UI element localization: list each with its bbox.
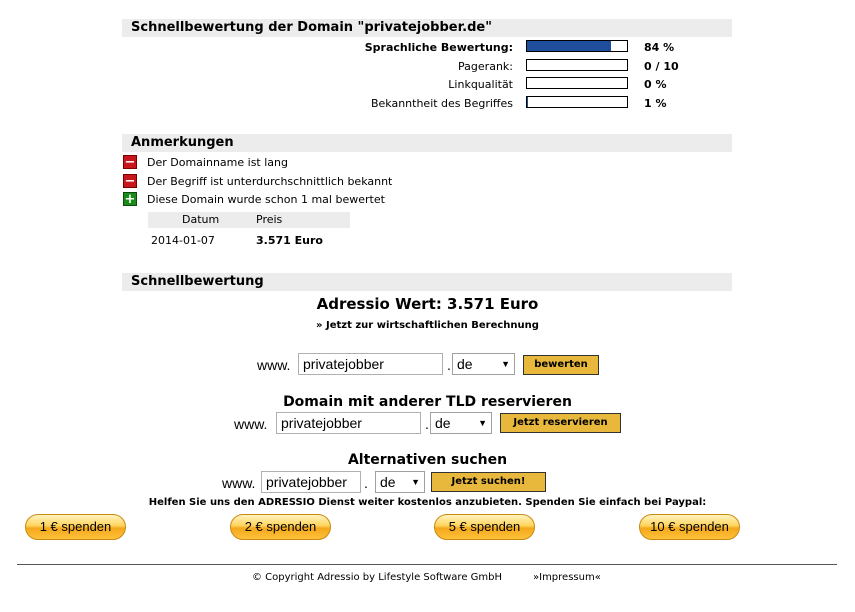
history-date: 2014-01-07 [151,234,215,247]
note-item: Diese Domain wurde schon 1 mal bewertet [147,193,385,206]
tld-select-value: de [457,356,473,372]
rating-value-language: 84 % [644,41,675,54]
footer-impressum-link[interactable]: »Impressum« [533,572,601,583]
tld-select[interactable] [452,353,515,375]
domain-input[interactable]: privatejobber [261,471,361,493]
domain-input[interactable]: privatejobber [276,412,421,434]
chevron-down-icon: ▼ [478,418,487,428]
rating-bar-fill [527,41,611,51]
notes-header: Anmerkungen [122,134,732,152]
quick-valuation-header: Schnellbewertung [122,273,732,291]
chevron-down-icon: ▼ [501,359,510,369]
note-item: Der Begriff ist unterdurchschnittlich bekannt [147,175,393,188]
minus-icon: − [124,174,136,189]
history-header-date: Datum [182,213,220,226]
footer-copyright: © Copyright Adressio by Lifestyle Software GmbH [252,572,503,583]
tld-dot: . [447,357,451,373]
history-header [148,212,350,228]
rate-button[interactable]: bewerten [523,355,599,375]
rating-bar-linkquality [526,77,628,89]
donate-5-button[interactable]: 5 € spenden [434,514,535,540]
history-price: 3.571 Euro [256,234,323,247]
tld-select-value: de [380,474,396,490]
adressio-value-heading: Adressio Wert: 3.571 Euro [316,295,539,313]
rating-bar-popularity [526,96,628,108]
domain-input[interactable]: privatejobber [298,353,443,375]
note-item: Der Domainname ist lang [147,156,288,169]
donate-1-button[interactable]: 1 € spenden [25,514,126,540]
donate-10-button[interactable]: 10 € spenden [639,514,740,540]
rating-value-linkquality: 0 % [644,78,667,91]
www-prefix: www. [222,475,256,491]
calc-link[interactable]: » Jetzt zur wirtschaftlichen Berechnung [316,320,539,331]
chevron-down-icon: ▼ [411,477,420,487]
reserve-button[interactable]: Jetzt reservieren [500,413,621,433]
alternatives-heading: Alternativen suchen [347,452,508,468]
footer-divider [17,564,837,565]
history-header-price: Preis [256,213,283,226]
quick-rating-header: Schnellbewertung der Domain "privatejobber.de" [122,19,732,37]
donate-2-button[interactable]: 2 € spenden [230,514,331,540]
rating-bar-language [526,40,628,52]
tld-select-value: de [435,415,451,431]
rating-value-popularity: 1 % [644,97,667,110]
tld-dot: . [425,416,429,432]
tld-dot: . [364,475,368,491]
plus-icon: + [124,192,136,207]
rating-label-popularity: Bekanntheit des Begriffes [370,97,513,110]
tld-select[interactable] [375,471,425,493]
tld-select[interactable] [430,412,492,434]
rating-bar-pagerank [526,59,628,71]
search-button[interactable]: Jetzt suchen! [431,472,546,492]
minus-icon: − [124,155,136,170]
www-prefix: www. [257,357,291,373]
rating-value-pagerank: 0 / 10 [644,60,679,73]
rating-label-language: Sprachliche Bewertung: [364,41,513,54]
www-prefix: www. [234,416,268,432]
rating-bar-fill [527,97,528,107]
rating-label-pagerank: Pagerank: [458,60,513,73]
donate-text: Helfen Sie uns den ADRESSIO Dienst weiter kostenlos anzubieten. Spenden Sie einfach bei Paypal: [148,497,707,508]
reserve-heading: Domain mit anderer TLD reservieren [283,394,572,410]
rating-label-linkquality: Linkqualität [448,78,513,91]
